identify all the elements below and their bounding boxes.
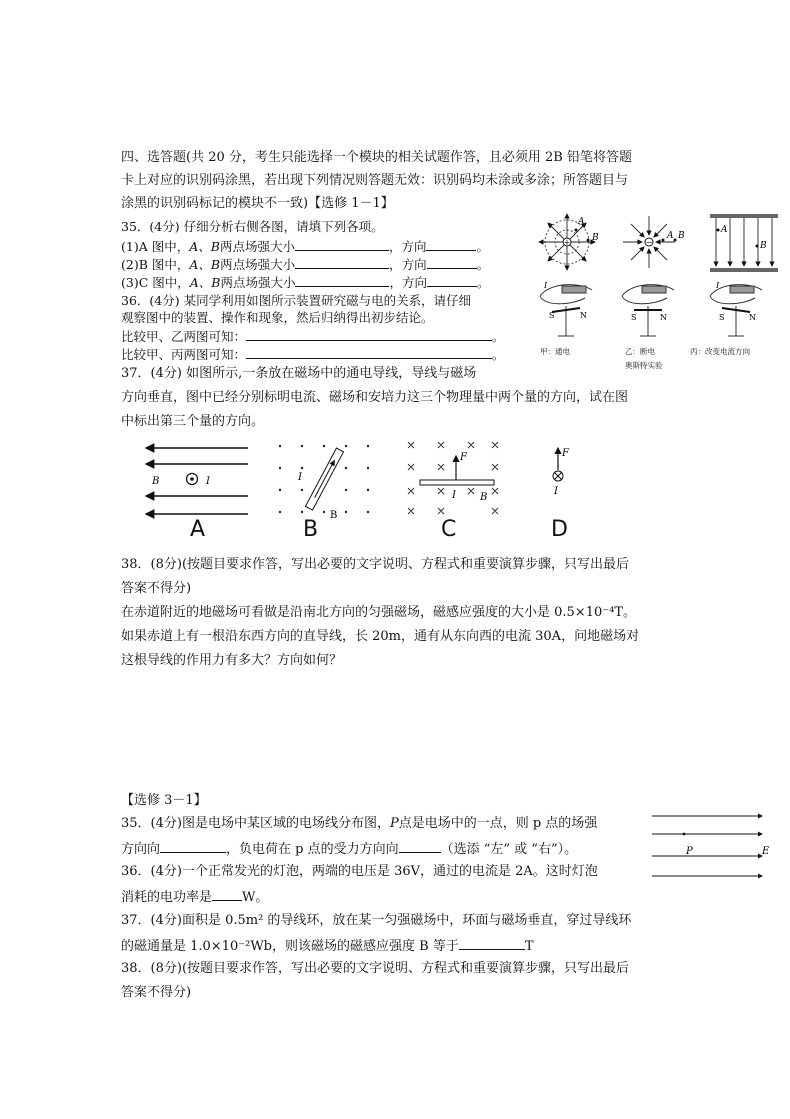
q35b-dir-blank[interactable] bbox=[427, 256, 477, 269]
q36-stem-line1: 36．(4分) 某同学利用如图所示装置研究磁与电的关系，请仔细 bbox=[121, 293, 472, 308]
q35a-prefix: (1)A 图中， bbox=[121, 239, 190, 254]
q35a-mid: 两点场强大小 bbox=[219, 239, 295, 254]
q36-cmp1-blank[interactable] bbox=[246, 328, 492, 341]
force-fig-c-f: F bbox=[460, 452, 467, 463]
fig-c-label-a: A bbox=[721, 225, 728, 235]
m2-q36-l2b: W。 bbox=[242, 890, 269, 905]
oersted-i1: I bbox=[544, 281, 548, 290]
fig-c-label-b: B bbox=[760, 241, 767, 251]
oersted-s1: S bbox=[549, 311, 555, 320]
section-intro-line1: 四、选答题(共 20 分，考生只能选择一个模块的相关试题作答，且必须用 2B 铅笔将答题 bbox=[121, 150, 632, 165]
q37-line1: 37．(4分) 如图所示,一条放在磁场中的通电导线，导线与磁场 bbox=[121, 366, 477, 381]
m2-q37-l2b: T bbox=[524, 939, 534, 954]
oersted-caption-1: 甲：通电 bbox=[540, 347, 570, 356]
q36-compare-1 bbox=[121, 328, 505, 345]
m2-q35-field-dir-blank[interactable] bbox=[160, 840, 226, 853]
q35c-dir-blank[interactable] bbox=[427, 274, 477, 287]
q35a-size-blank[interactable] bbox=[295, 238, 389, 251]
force-letter-c: C bbox=[441, 517, 457, 542]
q35b-end: 。 bbox=[476, 257, 490, 272]
m2-q37-line2 bbox=[121, 937, 534, 955]
force-fig-c-b: B bbox=[480, 492, 488, 503]
force-fig-b-i: I bbox=[298, 472, 302, 483]
fig-a-plus: + bbox=[563, 238, 571, 247]
efield-e: E bbox=[762, 846, 770, 857]
fig-b-negative-charge bbox=[623, 216, 685, 268]
q35-item-b bbox=[121, 256, 489, 273]
force-fig-b-wire bbox=[305, 448, 343, 510]
m2-q37-l2a: 的磁通量是 1.0×10⁻²Wb，则该磁场的磁感应强度 B 等于 bbox=[121, 939, 459, 954]
q36-cmp1-label: 比较甲、乙两图可知： bbox=[121, 329, 247, 344]
q36-compare-2 bbox=[121, 346, 505, 363]
oersted-s2: S bbox=[631, 313, 637, 322]
q35a-ab: A、B bbox=[189, 239, 220, 254]
force-fig-c bbox=[408, 442, 498, 514]
oersted-caption-2: 乙：断电 bbox=[625, 347, 655, 356]
q35c-size-blank[interactable] bbox=[295, 274, 389, 287]
force-fig-d-i: I bbox=[554, 486, 558, 497]
m2-q36-power-blank[interactable] bbox=[212, 888, 242, 901]
fig-a-positive-charge bbox=[539, 214, 599, 270]
field-figures bbox=[535, 210, 785, 278]
fig-b-label-b: B bbox=[678, 231, 685, 241]
m2-q35-line2 bbox=[121, 840, 577, 858]
q38-line4: 如果赤道上有一根沿东西方向的直导线，长 20m，通有从东向西的电流 30A，问地磁场对 bbox=[121, 629, 640, 644]
q38-line1: 38．(8分)(按题目要求作答，写出必要的文字说明、方程式和重要演算步骤，只写出最后 bbox=[121, 557, 630, 572]
force-fig-c-i: I bbox=[452, 490, 456, 501]
oersted-caption-3: 丙：改变电流方向 bbox=[690, 347, 750, 356]
q35a-end: 。 bbox=[476, 239, 489, 254]
q35b-mid: 两点场强大小 bbox=[220, 257, 296, 272]
q38-line3: 在赤道附近的地磁场可看做是沿南北方向的匀强磁场，磁感应强度的大小是 0.5×10⁻⁴T。 bbox=[121, 605, 636, 620]
m2-q35-l1a: 35．(4分)图是电场中某区域的电场线分布图， bbox=[121, 816, 390, 831]
m2-q37-line1: 37．(4分)面积是 0.5m² 的导线环，放在某一匀强磁场中，环面与磁场垂直，穿过导线环 bbox=[121, 913, 632, 928]
force-fig-a-i: I bbox=[206, 476, 210, 487]
module2-header: 【选修 3－1】 bbox=[121, 793, 207, 808]
q35-stem: 35．(4分) 仔细分析右侧各图，请填下列各项。 bbox=[121, 219, 384, 234]
q35a-dir: ，方向 bbox=[388, 239, 427, 254]
force-letter-d: D bbox=[551, 517, 568, 542]
oersted-i3: I bbox=[716, 281, 720, 290]
m2-q38-line1: 38．(8分)(按题目要求作答，写出必要的文字说明、方程式和重要演算步骤，只写出最后 bbox=[121, 961, 630, 976]
m2-q36-l2a: 消耗的电功率是 bbox=[121, 890, 213, 905]
q38-line5: 这根导线的作用力有多大？方向如何？ bbox=[121, 653, 343, 668]
force-fig-a-b: B bbox=[152, 476, 160, 487]
oersted-caption-sub: 奥斯特实验 bbox=[625, 361, 663, 370]
force-letter-b: B bbox=[303, 517, 319, 542]
fig-b-label-a: A bbox=[667, 231, 674, 241]
m2-q35-l2c: （选添 “左” 或 “右”）。 bbox=[440, 842, 578, 857]
q35c-dir: ，方向 bbox=[389, 275, 427, 290]
oersted-n2: N bbox=[660, 313, 667, 322]
m2-q35-line1 bbox=[121, 816, 597, 832]
m2-q38-line2: 答案不得分) bbox=[121, 985, 192, 1000]
section-intro-line2: 卡上对应的识别码涂黑，若出现下列情况则答题无效：识别码均未涂或多涂；所答题目与 bbox=[121, 173, 629, 188]
m2-q36-line2 bbox=[121, 888, 268, 906]
m2-q35-force-dir-blank[interactable] bbox=[399, 840, 441, 853]
oersted-s3: S bbox=[719, 313, 725, 322]
m2-q37-b-blank[interactable] bbox=[459, 937, 525, 950]
force-fig-d-f: F bbox=[562, 448, 569, 459]
efield-figure bbox=[650, 810, 770, 890]
q37-line3: 中标出第三个量的方向。 bbox=[121, 414, 265, 429]
q35a-dir-blank[interactable] bbox=[426, 238, 476, 251]
q36-cmp2-end: 。 bbox=[492, 347, 505, 362]
fig-b-minus: − bbox=[645, 238, 653, 247]
force-figures bbox=[140, 440, 580, 525]
m2-q36-line1: 36．(4分)一个正常发光的灯泡，两端的电压是 36V，通过的电流是 2A。这时灯泡 bbox=[121, 864, 598, 879]
q36-stem-line2: 观察图中的装置、操作和现象，然后归纳得出初步结论。 bbox=[121, 310, 434, 325]
section-intro-line3: 涂黑的识别码标记的模块不一致)【选修 1－1】 bbox=[121, 196, 394, 211]
q36-cmp2-label: 比较甲、丙两图可知： bbox=[121, 347, 247, 362]
q35-item-c bbox=[121, 274, 490, 291]
m2-q35-l1b: 点是电场中的一点，则 p 点的场强 bbox=[398, 816, 598, 831]
q35b-ab: A、B bbox=[189, 257, 221, 272]
q37-line2: 方向垂直，图中已经分别标明电流、磁场和安培力这三个物理量中两个量的方向，试在图 bbox=[121, 390, 629, 405]
q35b-size-blank[interactable] bbox=[295, 256, 389, 269]
m2-q35-p: P bbox=[389, 816, 399, 831]
q36-cmp1-end: 。 bbox=[492, 329, 505, 344]
q35c-prefix: (3)C 图中， bbox=[121, 275, 190, 290]
fig-a-label-a: A bbox=[578, 217, 585, 227]
oersted-n1: N bbox=[580, 311, 587, 320]
fig-c-parallel-plates bbox=[710, 214, 778, 272]
q35c-mid: 两点场强大小 bbox=[220, 275, 296, 290]
fig-a-label-b: B bbox=[592, 233, 599, 243]
q36-cmp2-blank[interactable] bbox=[246, 346, 492, 359]
q38-line2: 答案不得分) bbox=[121, 581, 192, 596]
force-fig-b-b: B bbox=[330, 510, 338, 521]
efield-p: P bbox=[686, 846, 693, 857]
q35-item-a bbox=[121, 238, 489, 255]
m2-q35-l2b: ，负电荷在 p 点的受力方向向 bbox=[226, 842, 399, 857]
oersted-figures bbox=[530, 278, 780, 346]
force-letter-a: A bbox=[190, 517, 206, 542]
m2-q35-l2a: 方向向 bbox=[121, 842, 161, 857]
oersted-n3: N bbox=[749, 313, 756, 322]
q35c-ab: A、B bbox=[189, 275, 221, 290]
q35b-prefix: (2)B 图中， bbox=[121, 257, 190, 272]
q35c-end: 。 bbox=[477, 275, 490, 290]
q35b-dir: ，方向 bbox=[389, 257, 427, 272]
